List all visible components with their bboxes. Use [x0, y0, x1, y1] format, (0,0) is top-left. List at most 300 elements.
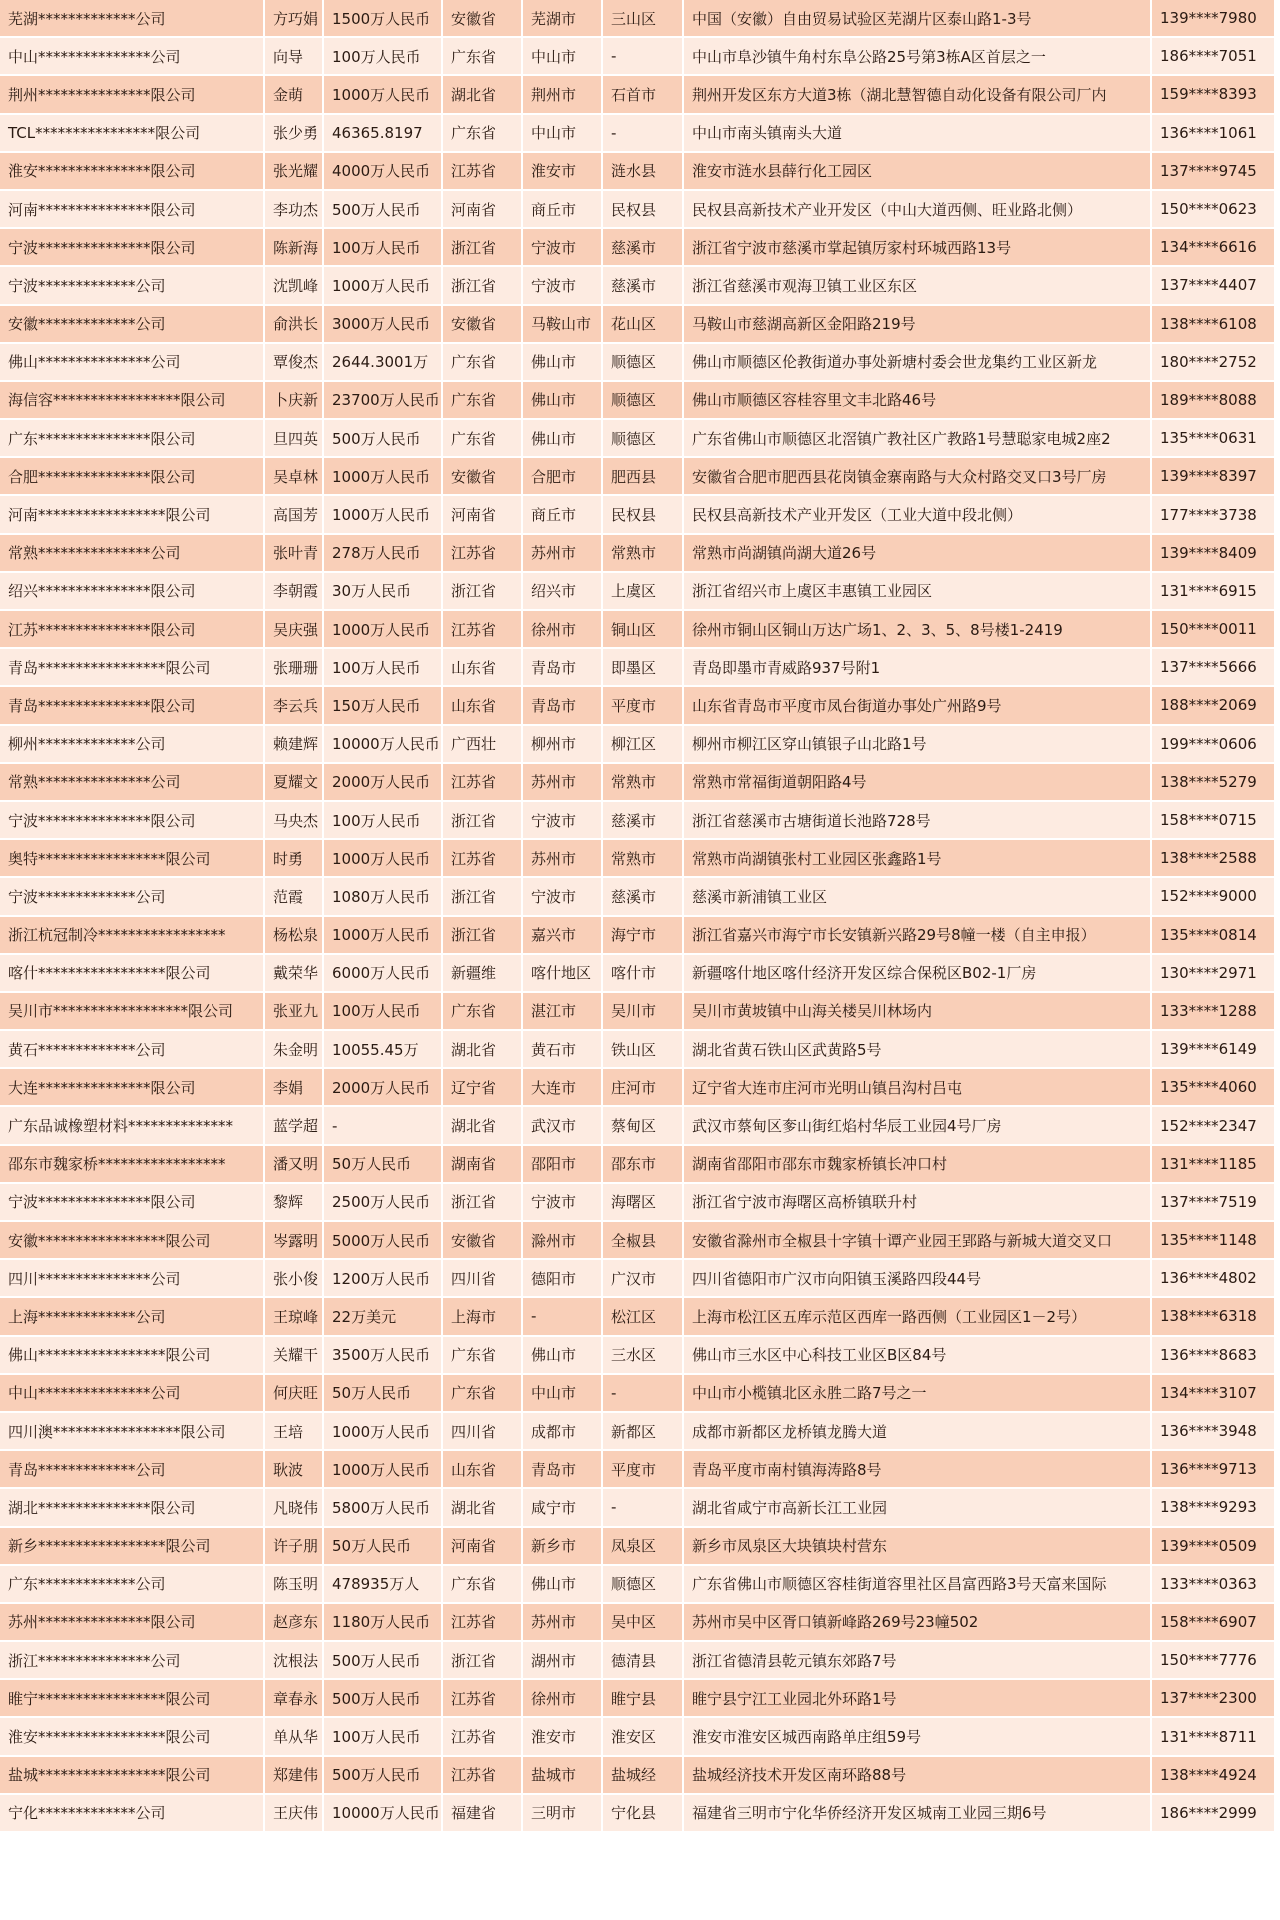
city-cell: 苏州市 [523, 1604, 603, 1642]
address-cell: 民权县高新技术产业开发区（工业大道中段北侧） [684, 496, 1152, 534]
phone-cell: 139****8409 [1152, 535, 1276, 573]
legal-rep-cell: 旦四英 [265, 420, 324, 458]
district-cell: 顺德区 [603, 420, 684, 458]
province-cell: 湖南省 [443, 1146, 523, 1184]
registered-capital-cell: 100万人民币 [324, 993, 443, 1031]
district-cell: - [603, 1375, 684, 1413]
phone-cell: 152****2347 [1152, 1107, 1276, 1145]
registered-capital-cell: 2644.3001万 [324, 344, 443, 382]
phone-cell: 138****5279 [1152, 764, 1276, 802]
phone-cell: 177****3738 [1152, 496, 1276, 534]
company-name-cell: 吴川市******************限公司 [0, 993, 265, 1031]
address-cell: 荆州开发区东方大道3栋（湖北慧智德自动化设备有限公司厂内 [684, 76, 1152, 114]
address-cell: 湖南省邵阳市邵东市魏家桥镇长冲口村 [684, 1146, 1152, 1184]
table-row [0, 1413, 1276, 1451]
district-cell: 盐城经 [603, 1757, 684, 1795]
city-cell: 中山市 [523, 38, 603, 76]
city-cell: 荆州市 [523, 76, 603, 114]
company-name-cell: 喀什*****************限公司 [0, 955, 265, 993]
registered-capital-cell: 1000万人民币 [324, 267, 443, 305]
district-cell: 常熟市 [603, 840, 684, 878]
phone-cell: 137****5666 [1152, 649, 1276, 687]
registered-capital-cell: 500万人民币 [324, 420, 443, 458]
legal-rep-cell: 李娟 [265, 1069, 324, 1107]
registered-capital-cell: 1180万人民币 [324, 1604, 443, 1642]
phone-cell: 150****7776 [1152, 1642, 1276, 1680]
district-cell: 平度市 [603, 1451, 684, 1489]
city-cell: 宁波市 [523, 229, 603, 267]
legal-rep-cell: 沈凯峰 [265, 267, 324, 305]
legal-rep-cell: 关耀干 [265, 1337, 324, 1375]
table-row [0, 191, 1276, 229]
province-cell: 安徽省 [443, 0, 523, 38]
legal-rep-cell: 俞洪长 [265, 306, 324, 344]
address-cell: 武汉市蔡甸区奓山街红焰村华辰工业园4号厂房 [684, 1107, 1152, 1145]
table-row [0, 1069, 1276, 1107]
address-cell: 常熟市尚湖镇尚湖大道26号 [684, 535, 1152, 573]
phone-cell: 136****9713 [1152, 1451, 1276, 1489]
city-cell: 成都市 [523, 1413, 603, 1451]
table-row [0, 382, 1276, 420]
province-cell: 广东省 [443, 38, 523, 76]
district-cell: - [603, 115, 684, 153]
table-row [0, 1757, 1276, 1795]
legal-rep-cell: 李云兵 [265, 687, 324, 725]
company-name-cell: 宁化*************公司 [0, 1795, 265, 1833]
phone-cell: 130****2971 [1152, 955, 1276, 993]
legal-rep-cell: 王庆伟 [265, 1795, 324, 1833]
phone-cell: 139****6149 [1152, 1031, 1276, 1069]
legal-rep-cell: 凡晓伟 [265, 1489, 324, 1527]
address-cell: 吴川市黄坡镇中山海关楼吴川林场内 [684, 993, 1152, 1031]
phone-cell: 136****3948 [1152, 1413, 1276, 1451]
district-cell: 涟水县 [603, 153, 684, 191]
company-name-cell: 四川澳*****************限公司 [0, 1413, 265, 1451]
company-name-cell: 盐城*****************限公司 [0, 1757, 265, 1795]
province-cell: 安徽省 [443, 1222, 523, 1260]
province-cell: 河南省 [443, 1528, 523, 1566]
table-row [0, 1528, 1276, 1566]
province-cell: 广东省 [443, 1337, 523, 1375]
table-row [0, 726, 1276, 764]
address-cell: 浙江省宁波市慈溪市掌起镇厉家村环城西路13号 [684, 229, 1152, 267]
company-name-cell: 淮安*****************限公司 [0, 1718, 265, 1756]
province-cell: 上海市 [443, 1298, 523, 1336]
phone-cell: 137****7519 [1152, 1184, 1276, 1222]
legal-rep-cell: 岑露明 [265, 1222, 324, 1260]
city-cell: 苏州市 [523, 764, 603, 802]
phone-cell: 152****9000 [1152, 878, 1276, 916]
district-cell: 三水区 [603, 1337, 684, 1375]
district-cell: 铁山区 [603, 1031, 684, 1069]
phone-cell: 134****3107 [1152, 1375, 1276, 1413]
province-cell: 山东省 [443, 687, 523, 725]
legal-rep-cell: 杨松泉 [265, 917, 324, 955]
legal-rep-cell: 赵彦东 [265, 1604, 324, 1642]
address-cell: 淮安市涟水县薛行化工园区 [684, 153, 1152, 191]
phone-cell: 139****8397 [1152, 458, 1276, 496]
district-cell: 睢宁县 [603, 1680, 684, 1718]
address-cell: 新疆喀什地区喀什经济开发区综合保税区B02-1厂房 [684, 955, 1152, 993]
legal-rep-cell: 向导 [265, 38, 324, 76]
registered-capital-cell: 3000万人民币 [324, 306, 443, 344]
company-name-cell: 广东品诚橡塑材料************** [0, 1107, 265, 1145]
registered-capital-cell: 500万人民币 [324, 1680, 443, 1718]
legal-rep-cell: 章春永 [265, 1680, 324, 1718]
phone-cell: 138****9293 [1152, 1489, 1276, 1527]
table-row [0, 38, 1276, 76]
phone-cell: 186****7051 [1152, 38, 1276, 76]
phone-cell: 137****9745 [1152, 153, 1276, 191]
phone-cell: 133****1288 [1152, 993, 1276, 1031]
phone-cell: 138****6108 [1152, 306, 1276, 344]
province-cell: 浙江省 [443, 229, 523, 267]
province-cell: 山东省 [443, 649, 523, 687]
district-cell: 蔡甸区 [603, 1107, 684, 1145]
registered-capital-cell: 1000万人民币 [324, 76, 443, 114]
registered-capital-cell: 46365.8197 [324, 115, 443, 153]
province-cell: 浙江省 [443, 802, 523, 840]
district-cell: 常熟市 [603, 535, 684, 573]
company-name-cell: 大连***************限公司 [0, 1069, 265, 1107]
registered-capital-cell: 1500万人民币 [324, 0, 443, 38]
province-cell: 福建省 [443, 1795, 523, 1833]
district-cell: 民权县 [603, 496, 684, 534]
district-cell: 平度市 [603, 687, 684, 725]
registered-capital-cell: 2500万人民币 [324, 1184, 443, 1222]
district-cell: 民权县 [603, 191, 684, 229]
address-cell: 慈溪市新浦镇工业区 [684, 878, 1152, 916]
registered-capital-cell: 100万人民币 [324, 802, 443, 840]
legal-rep-cell: 李功杰 [265, 191, 324, 229]
city-cell: 德阳市 [523, 1260, 603, 1298]
legal-rep-cell: 范霞 [265, 878, 324, 916]
table-row [0, 1222, 1276, 1260]
phone-cell: 135****1148 [1152, 1222, 1276, 1260]
company-name-cell: 邵东市魏家桥***************** [0, 1146, 265, 1184]
address-cell: 佛山市顺德区伦教街道办事处新塘村委会世龙集约工业区新龙 [684, 344, 1152, 382]
company-name-cell: 宁波*************公司 [0, 878, 265, 916]
province-cell: 江苏省 [443, 840, 523, 878]
legal-rep-cell: 卜庆新 [265, 382, 324, 420]
registered-capital-cell: 2000万人民币 [324, 764, 443, 802]
legal-rep-cell: 王培 [265, 1413, 324, 1451]
province-cell: 河南省 [443, 496, 523, 534]
address-cell: 湖北省咸宁市高新长江工业园 [684, 1489, 1152, 1527]
legal-rep-cell: 戴荣华 [265, 955, 324, 993]
registered-capital-cell: 500万人民币 [324, 191, 443, 229]
legal-rep-cell: 张光耀 [265, 153, 324, 191]
registered-capital-cell: 22万美元 [324, 1298, 443, 1336]
city-cell: 宁波市 [523, 802, 603, 840]
city-cell: 邵阳市 [523, 1146, 603, 1184]
address-cell: 佛山市顺德区容桂容里文丰北路46号 [684, 382, 1152, 420]
table-row [0, 535, 1276, 573]
address-cell: 盐城经济技术开发区南环路88号 [684, 1757, 1152, 1795]
province-cell: 江苏省 [443, 764, 523, 802]
company-name-cell: 奥特*****************限公司 [0, 840, 265, 878]
city-cell: 马鞍山市 [523, 306, 603, 344]
table-row [0, 1604, 1276, 1642]
province-cell: 江苏省 [443, 611, 523, 649]
district-cell: 吴川市 [603, 993, 684, 1031]
address-cell: 浙江省嘉兴市海宁市长安镇新兴路29号8幢一楼（自主申报） [684, 917, 1152, 955]
company-name-cell: 广东*************公司 [0, 1566, 265, 1604]
company-name-cell: TCL****************限公司 [0, 115, 265, 153]
phone-cell: 186****2999 [1152, 1795, 1276, 1833]
company-name-cell: 江苏***************限公司 [0, 611, 265, 649]
company-name-cell: 芜湖*************公司 [0, 0, 265, 38]
company-name-cell: 浙江杭冠制冷***************** [0, 917, 265, 955]
city-cell: 三明市 [523, 1795, 603, 1833]
address-cell: 上海市松江区五库示范区西库一路西侧（工业园区1－2号） [684, 1298, 1152, 1336]
province-cell: 浙江省 [443, 1642, 523, 1680]
province-cell: 安徽省 [443, 458, 523, 496]
province-cell: 湖北省 [443, 1489, 523, 1527]
table-row [0, 1680, 1276, 1718]
company-name-cell: 宁波***************限公司 [0, 802, 265, 840]
table-row [0, 1184, 1276, 1222]
province-cell: 江苏省 [443, 1680, 523, 1718]
table-row [0, 344, 1276, 382]
table-row [0, 0, 1276, 38]
city-cell: 新乡市 [523, 1528, 603, 1566]
address-cell: 浙江省德清县乾元镇东郊路7号 [684, 1642, 1152, 1680]
city-cell: 佛山市 [523, 1566, 603, 1604]
district-cell: 顺德区 [603, 1566, 684, 1604]
city-cell: 湖州市 [523, 1642, 603, 1680]
legal-rep-cell: 何庆旺 [265, 1375, 324, 1413]
address-cell: 淮安市淮安区城西南路单庄组59号 [684, 1718, 1152, 1756]
district-cell: 常熟市 [603, 764, 684, 802]
company-name-cell: 四川***************公司 [0, 1260, 265, 1298]
district-cell: 宁化县 [603, 1795, 684, 1833]
province-cell: 新疆维 [443, 955, 523, 993]
address-cell: 中山市南头镇南头大道 [684, 115, 1152, 153]
province-cell: 江苏省 [443, 535, 523, 573]
registered-capital-cell: 500万人民币 [324, 1642, 443, 1680]
district-cell: 广汉市 [603, 1260, 684, 1298]
district-cell: 顺德区 [603, 382, 684, 420]
registered-capital-cell: 10000万人民币 [324, 726, 443, 764]
city-cell: 青岛市 [523, 649, 603, 687]
table-row [0, 802, 1276, 840]
phone-cell: 137****2300 [1152, 1680, 1276, 1718]
registered-capital-cell: 5800万人民币 [324, 1489, 443, 1527]
registered-capital-cell: 1080万人民币 [324, 878, 443, 916]
table-row [0, 267, 1276, 305]
table-row [0, 840, 1276, 878]
city-cell: 喀什地区 [523, 955, 603, 993]
table-row [0, 993, 1276, 1031]
legal-rep-cell: 陈玉明 [265, 1566, 324, 1604]
city-cell: 中山市 [523, 1375, 603, 1413]
registered-capital-cell: 500万人民币 [324, 1757, 443, 1795]
registered-capital-cell: 1000万人民币 [324, 917, 443, 955]
district-cell: 邵东市 [603, 1146, 684, 1184]
legal-rep-cell: 马央杰 [265, 802, 324, 840]
province-cell: 湖北省 [443, 1107, 523, 1145]
company-name-cell: 安徽*****************限公司 [0, 1222, 265, 1260]
province-cell: 辽宁省 [443, 1069, 523, 1107]
registered-capital-cell: 10000万人民币 [324, 1795, 443, 1833]
company-name-cell: 合肥***************限公司 [0, 458, 265, 496]
province-cell: 山东省 [443, 1451, 523, 1489]
city-cell: 绍兴市 [523, 573, 603, 611]
district-cell: 石首市 [603, 76, 684, 114]
district-cell: 海曙区 [603, 1184, 684, 1222]
address-cell: 浙江省宁波市海曙区高桥镇联升村 [684, 1184, 1152, 1222]
legal-rep-cell: 覃俊杰 [265, 344, 324, 382]
phone-cell: 188****2069 [1152, 687, 1276, 725]
city-cell: 佛山市 [523, 1337, 603, 1375]
table-row [0, 573, 1276, 611]
company-name-cell: 宁波***************限公司 [0, 229, 265, 267]
table-row [0, 917, 1276, 955]
district-cell: 上虞区 [603, 573, 684, 611]
phone-cell: 199****0606 [1152, 726, 1276, 764]
province-cell: 浙江省 [443, 267, 523, 305]
table-row [0, 1298, 1276, 1336]
district-cell: - [603, 1489, 684, 1527]
phone-cell: 150****0623 [1152, 191, 1276, 229]
address-cell: 佛山市三水区中心科技工业区B区84号 [684, 1337, 1152, 1375]
city-cell: 大连市 [523, 1069, 603, 1107]
province-cell: 湖北省 [443, 76, 523, 114]
city-cell: 佛山市 [523, 382, 603, 420]
table-row [0, 153, 1276, 191]
phone-cell: 159****8393 [1152, 76, 1276, 114]
province-cell: 江苏省 [443, 1718, 523, 1756]
phone-cell: 138****4924 [1152, 1757, 1276, 1795]
company-name-cell: 佛山*****************限公司 [0, 1337, 265, 1375]
address-cell: 广东省佛山市顺德区北滘镇广教社区广教路1号慧聪家电城2座2 [684, 420, 1152, 458]
address-cell: 湖北省黄石铁山区武黄路5号 [684, 1031, 1152, 1069]
phone-cell: 180****2752 [1152, 344, 1276, 382]
address-cell: 中山市小榄镇北区永胜二路7号之一 [684, 1375, 1152, 1413]
table-row [0, 1260, 1276, 1298]
table-row [0, 955, 1276, 993]
table-row [0, 1566, 1276, 1604]
phone-cell: 136****4802 [1152, 1260, 1276, 1298]
registered-capital-cell: 100万人民币 [324, 649, 443, 687]
city-cell: - [523, 1298, 603, 1336]
district-cell: 新都区 [603, 1413, 684, 1451]
address-cell: 徐州市铜山区铜山万达广场1、2、3、5、8号楼1-2419 [684, 611, 1152, 649]
city-cell: 佛山市 [523, 344, 603, 382]
registered-capital-cell: 50万人民币 [324, 1146, 443, 1184]
table-row [0, 649, 1276, 687]
table-row [0, 1489, 1276, 1527]
district-cell: 慈溪市 [603, 267, 684, 305]
district-cell: 凤泉区 [603, 1528, 684, 1566]
phone-cell: 139****7980 [1152, 0, 1276, 38]
city-cell: 淮安市 [523, 153, 603, 191]
district-cell: 喀什市 [603, 955, 684, 993]
company-name-cell: 宁波***************限公司 [0, 1184, 265, 1222]
company-name-cell: 淮安***************限公司 [0, 153, 265, 191]
city-cell: 佛山市 [523, 420, 603, 458]
district-cell: 铜山区 [603, 611, 684, 649]
phone-cell: 135****0814 [1152, 917, 1276, 955]
phone-cell: 135****0631 [1152, 420, 1276, 458]
company-name-cell: 河南***************限公司 [0, 191, 265, 229]
registered-capital-cell: 50万人民币 [324, 1528, 443, 1566]
registered-capital-cell: 278万人民币 [324, 535, 443, 573]
phone-cell: 138****2588 [1152, 840, 1276, 878]
district-cell: 三山区 [603, 0, 684, 38]
legal-rep-cell: 吴庆强 [265, 611, 324, 649]
phone-cell: 133****0363 [1152, 1566, 1276, 1604]
registered-capital-cell: 1200万人民币 [324, 1260, 443, 1298]
phone-cell: 137****4407 [1152, 267, 1276, 305]
company-name-cell: 柳州*************公司 [0, 726, 265, 764]
company-name-cell: 青岛***************限公司 [0, 687, 265, 725]
phone-cell: 158****0715 [1152, 802, 1276, 840]
company-name-cell: 青岛*****************限公司 [0, 649, 265, 687]
company-name-cell: 荆州***************限公司 [0, 76, 265, 114]
address-cell: 山东省青岛市平度市凤台街道办事处广州路9号 [684, 687, 1152, 725]
address-cell: 成都市新都区龙桥镇龙腾大道 [684, 1413, 1152, 1451]
company-name-cell: 常熟***************公司 [0, 764, 265, 802]
company-name-cell: 青岛*************公司 [0, 1451, 265, 1489]
registered-capital-cell: 4000万人民币 [324, 153, 443, 191]
city-cell: 徐州市 [523, 611, 603, 649]
city-cell: 青岛市 [523, 687, 603, 725]
province-cell: 广东省 [443, 1375, 523, 1413]
district-cell: 慈溪市 [603, 878, 684, 916]
district-cell: 庄河市 [603, 1069, 684, 1107]
address-cell: 中山市阜沙镇牛角村东阜公路25号第3栋A区首层之一 [684, 38, 1152, 76]
address-cell: 安徽省滁州市全椒县十字镇十谭产业园王郢路与新城大道交叉口 [684, 1222, 1152, 1260]
province-cell: 广东省 [443, 382, 523, 420]
legal-rep-cell: 许子朋 [265, 1528, 324, 1566]
address-cell: 辽宁省大连市庄河市光明山镇吕沟村吕屯 [684, 1069, 1152, 1107]
address-cell: 广东省佛山市顺德区容桂街道容里社区昌富西路3号天富来国际 [684, 1566, 1152, 1604]
company-name-cell: 海信容*****************限公司 [0, 382, 265, 420]
province-cell: 江苏省 [443, 1757, 523, 1795]
registered-capital-cell: 1000万人民币 [324, 458, 443, 496]
table-row [0, 420, 1276, 458]
address-cell: 常熟市尚湖镇张村工业园区张鑫路1号 [684, 840, 1152, 878]
province-cell: 广西壮 [443, 726, 523, 764]
phone-cell: 134****6616 [1152, 229, 1276, 267]
district-cell: 松江区 [603, 1298, 684, 1336]
table-row [0, 878, 1276, 916]
table-row [0, 764, 1276, 802]
district-cell: 柳江区 [603, 726, 684, 764]
province-cell: 四川省 [443, 1260, 523, 1298]
table-row [0, 458, 1276, 496]
city-cell: 商丘市 [523, 191, 603, 229]
registered-capital-cell: 1000万人民币 [324, 1451, 443, 1489]
registered-capital-cell: 1000万人民币 [324, 1413, 443, 1451]
district-cell: 花山区 [603, 306, 684, 344]
province-cell: 广东省 [443, 993, 523, 1031]
district-cell: - [603, 38, 684, 76]
city-cell: 嘉兴市 [523, 917, 603, 955]
legal-rep-cell: 沈根法 [265, 1642, 324, 1680]
table-row [0, 687, 1276, 725]
phone-cell: 150****0011 [1152, 611, 1276, 649]
company-name-cell: 苏州***************限公司 [0, 1604, 265, 1642]
legal-rep-cell: 朱金明 [265, 1031, 324, 1069]
registered-capital-cell: 100万人民币 [324, 229, 443, 267]
registered-capital-cell: 23700万人民币 [324, 382, 443, 420]
address-cell: 安徽省合肥市肥西县花岗镇金寨南路与大众村路交叉口3号厂房 [684, 458, 1152, 496]
address-cell: 民权县高新技术产业开发区（中山大道西侧、旺业路北侧） [684, 191, 1152, 229]
table-row [0, 1451, 1276, 1489]
